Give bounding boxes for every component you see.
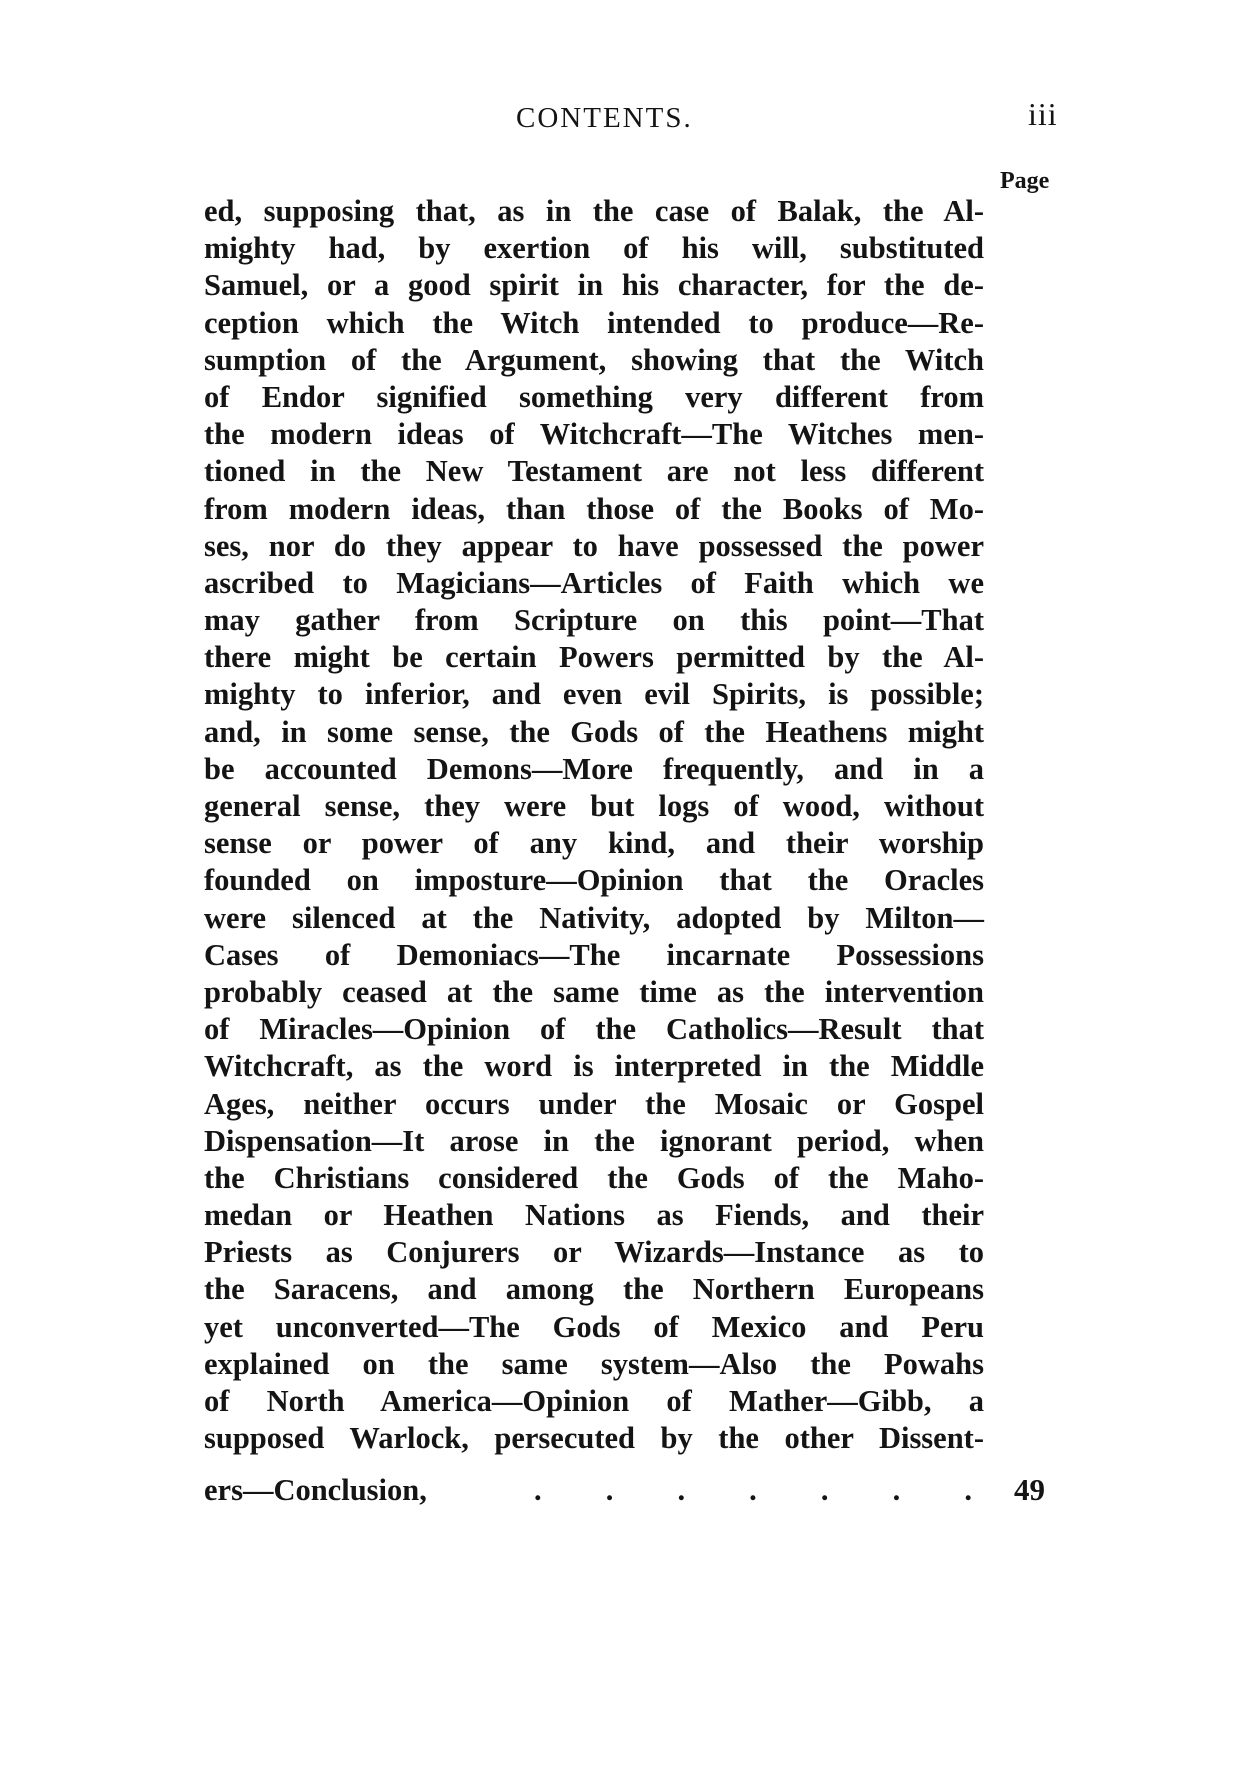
entry-line: of Endor signified something very different from [204,379,984,414]
entry-line: medan or Heathen Nations as Fiends, and their [204,1198,984,1233]
dot-leaders: . . . . . . . [534,1473,974,1507]
entry-line: explained on the same system—Also the Powahs [204,1346,984,1381]
folio-number: iii [1028,96,1058,132]
entry-line: may gather from Scripture on this point—That [204,603,984,638]
entry-line: supposed Warlock, persecuted by the other Dissent- [204,1421,984,1456]
entry-line: mighty had, by exertion of his will, substituted [204,231,984,266]
entry-line: ception which the Witch intended to produce—Re- [204,305,984,340]
entry-line: were silenced at the Nativity, adopted by Milton— [204,900,984,935]
entry-line: be accounted Demons—More frequently, and in a [204,751,984,786]
entry-line: of Miracles—Opinion of the Catholics—Result that [204,1012,984,1047]
entry-line: ses, nor do they appear to have possessed the power [204,528,984,563]
entry-line: of North America—Opinion of Mather—Gibb, a [204,1384,984,1418]
contents-entry-text [204,193,984,1457]
entry-line: yet unconverted—The Gods of Mexico and Peru [204,1309,984,1344]
last-line-text: ers—Conclusion, [204,1473,427,1507]
entry-line: Witchcraft, as the word is interpreted in the Middle [204,1049,984,1084]
entry-line: and, in some sense, the Gods of the Heathens might [204,714,984,749]
entry-line: ascribed to Magicians—Articles of Faith which we [204,565,984,600]
entry-line: Ages, neither occurs under the Mosaic or Gospel [204,1086,984,1121]
entry-line: founded on imposture—Opinion that the Oracles [204,863,984,898]
entry-line: sumption of the Argument, showing that the Witch [204,342,984,377]
entry-line: tioned in the New Testament are not less different [204,454,984,489]
entry-line: Cases of Demoniacs—The incarnate Possessions [204,937,984,972]
entry-line: Priests as Conjurers or Wizards—Instance as to [204,1235,984,1270]
entry-line: from modern ideas, than those of the Books of Mo- [204,491,984,526]
entry-line: general sense, they were but logs of wood, without [204,789,984,823]
entry-line: Dispensation—It arose in the ignorant period, when [204,1123,984,1158]
entry-line: the modern ideas of Witchcraft—The Witches men- [204,417,984,452]
page-column-label: Page [1000,168,1050,194]
entry-line: ed, supposing that, as in the case of Balak, the Al- [204,194,984,228]
entry-line: sense or power of any kind, and their worship [204,826,984,861]
entry-page-number: 49 [1014,1472,1045,1507]
running-head: CONTENTS. [516,102,693,134]
entry-line: probably ceased at the same time as the intervention [204,974,984,1009]
entry-line: Samuel, or a good spirit in his character, for the de- [204,268,984,303]
entry-line: the Christians considered the Gods of the Maho- [204,1160,984,1195]
contents-entry-last-line [204,1470,1054,1510]
entry-line: the Saracens, and among the Northern Europeans [204,1272,984,1307]
entry-line: there might be certain Powers permitted by the Al- [204,640,984,675]
entry-line: mighty to inferior, and even evil Spirits, is possible; [204,677,984,712]
